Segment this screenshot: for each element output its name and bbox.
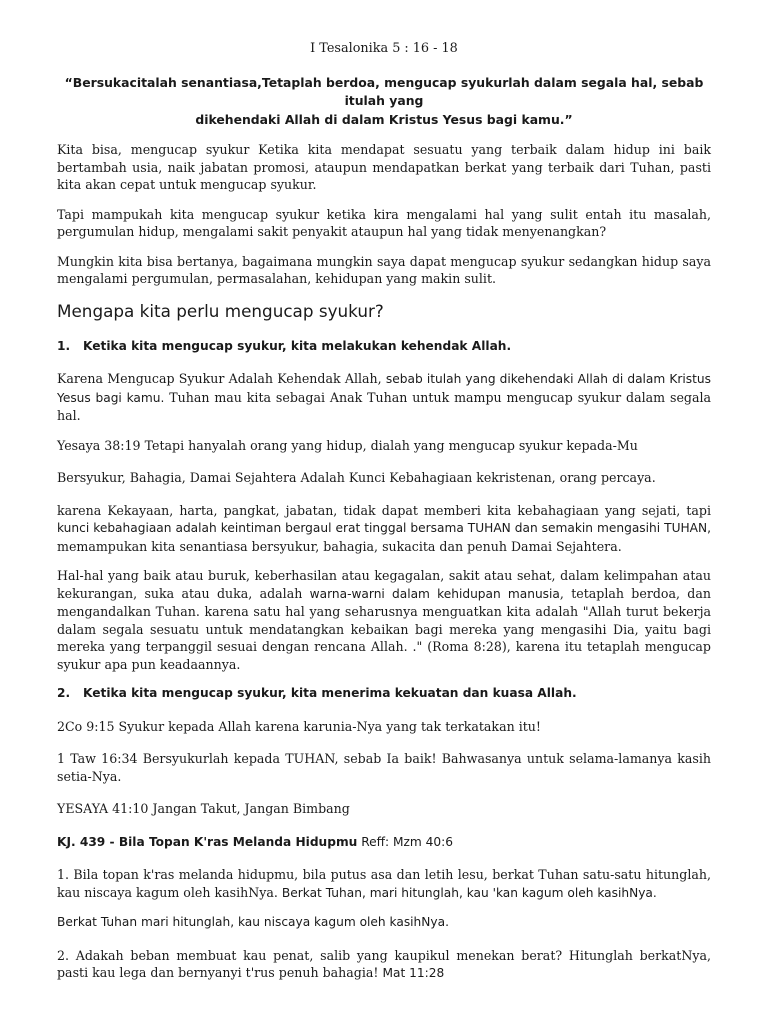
hymn-chorus: Berkat Tuhan mari hitunglah, kau niscaya kagum oleh kasihNya. bbox=[57, 915, 449, 929]
paragraph-2co-9-15: 2Co 9:15 Syukur kepada Allah karena karunia-Nya yang tak terkatakan itu! bbox=[57, 718, 541, 734]
key-verse-line-1: “Bersukacitalah senantiasa,Tetaplah berdoa, mengucap syukurlah dalam segala hal, sebab itulah yang bbox=[64, 74, 704, 108]
verse-quote: sebab itulah yang dikehendaki Allah di dalam Kristus Yesus bagi kamu. bbox=[57, 372, 711, 405]
paragraph-key-happiness: Bersyukur, Bahagia, Damai Sejahtera Adalah Kunci Kebahagiaan kekristenan, orang percaya. bbox=[57, 470, 656, 485]
hymn-verse-2 bbox=[57, 947, 711, 983]
section-heading: Mengapa kita perlu mengucap syukur? bbox=[57, 300, 384, 321]
paragraph-will-of-god bbox=[57, 370, 711, 425]
key-verse-line-2: dikehendaki Allah di dalam Kristus Yesus bagi kamu.” bbox=[195, 111, 573, 127]
point-2-number: 2. bbox=[57, 686, 71, 700]
hymn-verse-text: 2. Adakah beban membuat kau penat, salib yang kaupikul menekan berat? Hitunglah berkatNya, pasti kau lega dan bernyanyi t'rus penuh bahagia! bbox=[57, 947, 711, 980]
verse-reference: Mat 11:28 bbox=[382, 966, 445, 980]
document-page bbox=[57, 40, 711, 995]
point-2-text: Ketika kita mengucap syukur, kita menerima kekuatan dan kuasa Allah. bbox=[83, 686, 577, 700]
hymn-title-line bbox=[57, 833, 711, 852]
hymn-chorus-inline: Berkat Tuhan, mari hitunglah, kau 'kan kagum oleh kasihNya. bbox=[281, 885, 657, 900]
paragraph-good-bad bbox=[57, 567, 711, 673]
hymn-reference: Reff: Mzm 40:6 bbox=[357, 834, 454, 849]
document-title: I Tesalonika 5 : 16 - 18 bbox=[310, 41, 458, 56]
hymn-verse-1 bbox=[57, 866, 711, 902]
emphasis-text: warna-warni dalam kehidupan manusia bbox=[309, 586, 560, 601]
paragraph-text: , tetaplah berdoa, dan mengandalkan Tuhan. karena satu hal yang seharusnya menguatkan kita adalah "Allah turut bekerja dalam segala sesuatu untuk mendatangkan kebaikan bagi mereka yang mengasihi Dia, yaitu bagi mereka yang terpanggil sesuai dengan rencana Allah. ." (Roma 8:28), karena itu tetaplah mengucap syukur apa pun keadaannya. bbox=[57, 585, 711, 672]
point-1 bbox=[57, 338, 711, 356]
emphasis-text: kunci kebahagiaan adalah keintiman bergaul erat tinggal bersama TUHAN dan semakin mengasihi TUHAN, bbox=[57, 521, 711, 535]
paragraph-question: Tapi mampukah kita mengucap syukur ketika kira mengalami hal yang sulit entah itu masalah, pergumulan hidup, mengalami sakit penyakit ataupun hal yang tidak menyenangkan? bbox=[57, 206, 711, 239]
point-1-number: 1. bbox=[57, 338, 71, 353]
hymn-verse-text: 1. Bila topan k'ras melanda hidupmu, bila putus asa dan letih lesu, berkat Tuhan satu-satu hitunglah, kau niscaya kagum oleh kasihNya. bbox=[57, 867, 711, 900]
paragraph-text: memampukan kita senantiasa bersyukur, bahagia, sukacita dan penuh Damai Sejahtera. bbox=[57, 538, 622, 554]
point-1-text: Ketika kita mengucap syukur, kita melakukan kehendak Allah. bbox=[83, 338, 512, 353]
key-verse bbox=[57, 74, 711, 130]
paragraph-text: Hal-hal yang baik atau buruk, keberhasilan atau kegagalan, sakit atau sehat, dalam kelimpahan atau kekurangan, suka atau duka, adalah bbox=[57, 568, 711, 601]
paragraph-doubt: Mungkin kita bisa bertanya, bagaimana mungkin saya dapat mengucap syukur sedangkan hidup saya mengalami pergumulan, permasalahan, kehidupan yang makin sulit. bbox=[57, 253, 711, 286]
paragraph-isaiah-41-10: YESAYA 41:10 Jangan Takut, Jangan Bimbang bbox=[57, 801, 350, 816]
point-2 bbox=[57, 685, 711, 703]
paragraph-text: Karena Mengucap Syukur Adalah Kehendak Allah, bbox=[57, 371, 386, 386]
hymn-title: KJ. 439 - Bila Topan K'ras Melanda Hidupmu bbox=[57, 834, 358, 849]
paragraph-isaiah-38: Yesaya 38:19 Tetapi hanyalah orang yang hidup, dialah yang mengucap syukur kepada-Mu bbox=[57, 437, 638, 453]
paragraph-intro: Kita bisa, mengucap syukur Ketika kita mendapat sesuatu yang terbaik dalam hidup ini baik bertambah usia, naik jabatan promosi, ataupun mendapatkan berkat yang terbaik dari Tuhan, pasti kita akan cepat untuk mengucap syukur. bbox=[57, 142, 711, 192]
paragraph-text: Tuhan mau kita sebagai Anak Tuhan untuk mampu mengucap syukur dalam segala hal. bbox=[57, 389, 711, 423]
paragraph-wealth bbox=[57, 502, 711, 556]
paragraph-1chr-16-34: 1 Taw 16:34 Bersyukurlah kepada TUHAN, sebab Ia baik! Bahwasanya untuk selama-lamanya kasih setia-Nya. bbox=[57, 751, 711, 784]
paragraph-text: karena Kekayaan, harta, pangkat, jabatan, tidak dapat memberi kita kebahagiaan yang sejati, tapi bbox=[57, 502, 711, 518]
